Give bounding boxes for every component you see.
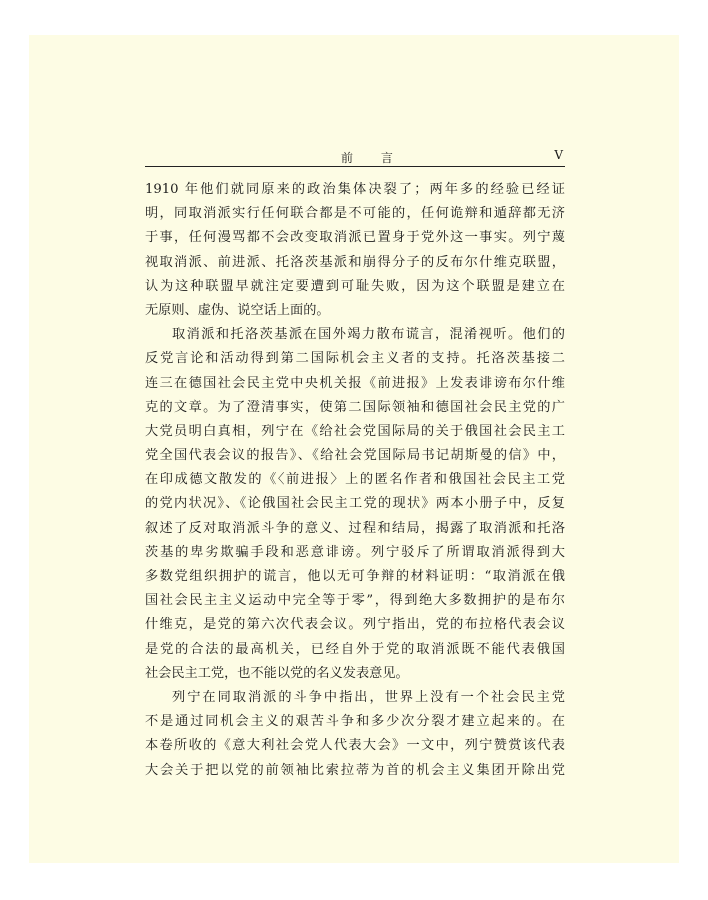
- text-line: 国社会民主主义运动中完全等于零”，得到绝大多数拥护的是布尔: [145, 593, 565, 609]
- running-header: [145, 146, 565, 167]
- paragraph-start-line: 取消派和托洛茨基派在国外竭力散布谎言，混淆视听。他们的: [172, 327, 565, 343]
- text-line: 本卷所收的《意大利社会党人代表大会》一文中，列宁赞赏该代表: [145, 738, 565, 754]
- text-line: 视取消派、前进派、托洛茨基派和崩得分子的反布尔什维克联盟，: [145, 254, 565, 270]
- header-title: 前 言: [341, 151, 405, 165]
- text-line: 多数党组织拥护的谎言，他以无可争辩的材料证明：“取消派在俄: [145, 569, 565, 584]
- text-line: 认为这种联盟早就注定要遭到可耻失败，因为这个联盟是建立在: [145, 278, 565, 294]
- text-line: 于事，任何漫骂都不会改变取消派已置身于党外这一事实。列宁蔑: [145, 230, 565, 246]
- body-text: [145, 178, 565, 783]
- text-line: 1910 年他们就同原来的政治集体决裂了；两年多的经验已经证: [145, 182, 565, 197]
- text-line: 连三在德国社会民主党中央机关报《前进报》上发表诽谤布尔什维: [145, 375, 565, 391]
- text-line: 社会民主工党，也不能以党的名义发表意见。: [145, 665, 409, 681]
- text-line: 明，同取消派实行任何联合都是不可能的，任何诡辩和遁辞都无济: [145, 206, 565, 222]
- text-line: 大党员明白真相，列宁在《给社会党国际局的关于俄国社会民主工: [145, 423, 565, 439]
- page-number: V: [554, 148, 563, 162]
- text-line: 反党言论和活动得到第二国际机会主义者的支持。托洛茨基接二: [145, 351, 565, 367]
- text-line: 无原则、虚伪、说空话上面的。: [145, 302, 330, 318]
- text-line: 茨基的卑劣欺骗手段和恶意诽谤。列宁驳斥了所谓取消派得到大: [145, 544, 565, 560]
- text-line: 在印成德文散发的《〈前进报〉上的匿名作者和俄国社会民主工党: [145, 472, 565, 488]
- text-line: 是党的合法的最高机关，已经自外于党的取消派既不能代表俄国: [145, 641, 565, 657]
- text-line: 党全国代表会议的报告》、《给社会党国际局书记胡斯曼的信》中，: [145, 448, 565, 464]
- paragraph-start-line: 列宁在同取消派的斗争中指出，世界上没有一个社会民主党: [172, 689, 565, 705]
- text-line: 大会关于把以党的前领袖比索拉蒂为首的机会主义集团开除出党: [145, 762, 565, 778]
- text-line: 叙述了反对取消派斗争的意义、过程和结局，揭露了取消派和托洛: [145, 520, 565, 536]
- text-line: 什维克，是党的第六次代表会议。列宁指出，党的布拉格代表会议: [145, 617, 565, 633]
- text-line: 的党内状况》、《论俄国社会民主工党的现状》两本小册子中，反复: [145, 496, 565, 512]
- text-line: 克的文章。为了澄清事实，使第二国际领袖和德国社会民主党的广: [145, 399, 565, 415]
- text-line: 不是通过同机会主义的艰苦斗争和多少次分裂才建立起来的。在: [145, 714, 565, 730]
